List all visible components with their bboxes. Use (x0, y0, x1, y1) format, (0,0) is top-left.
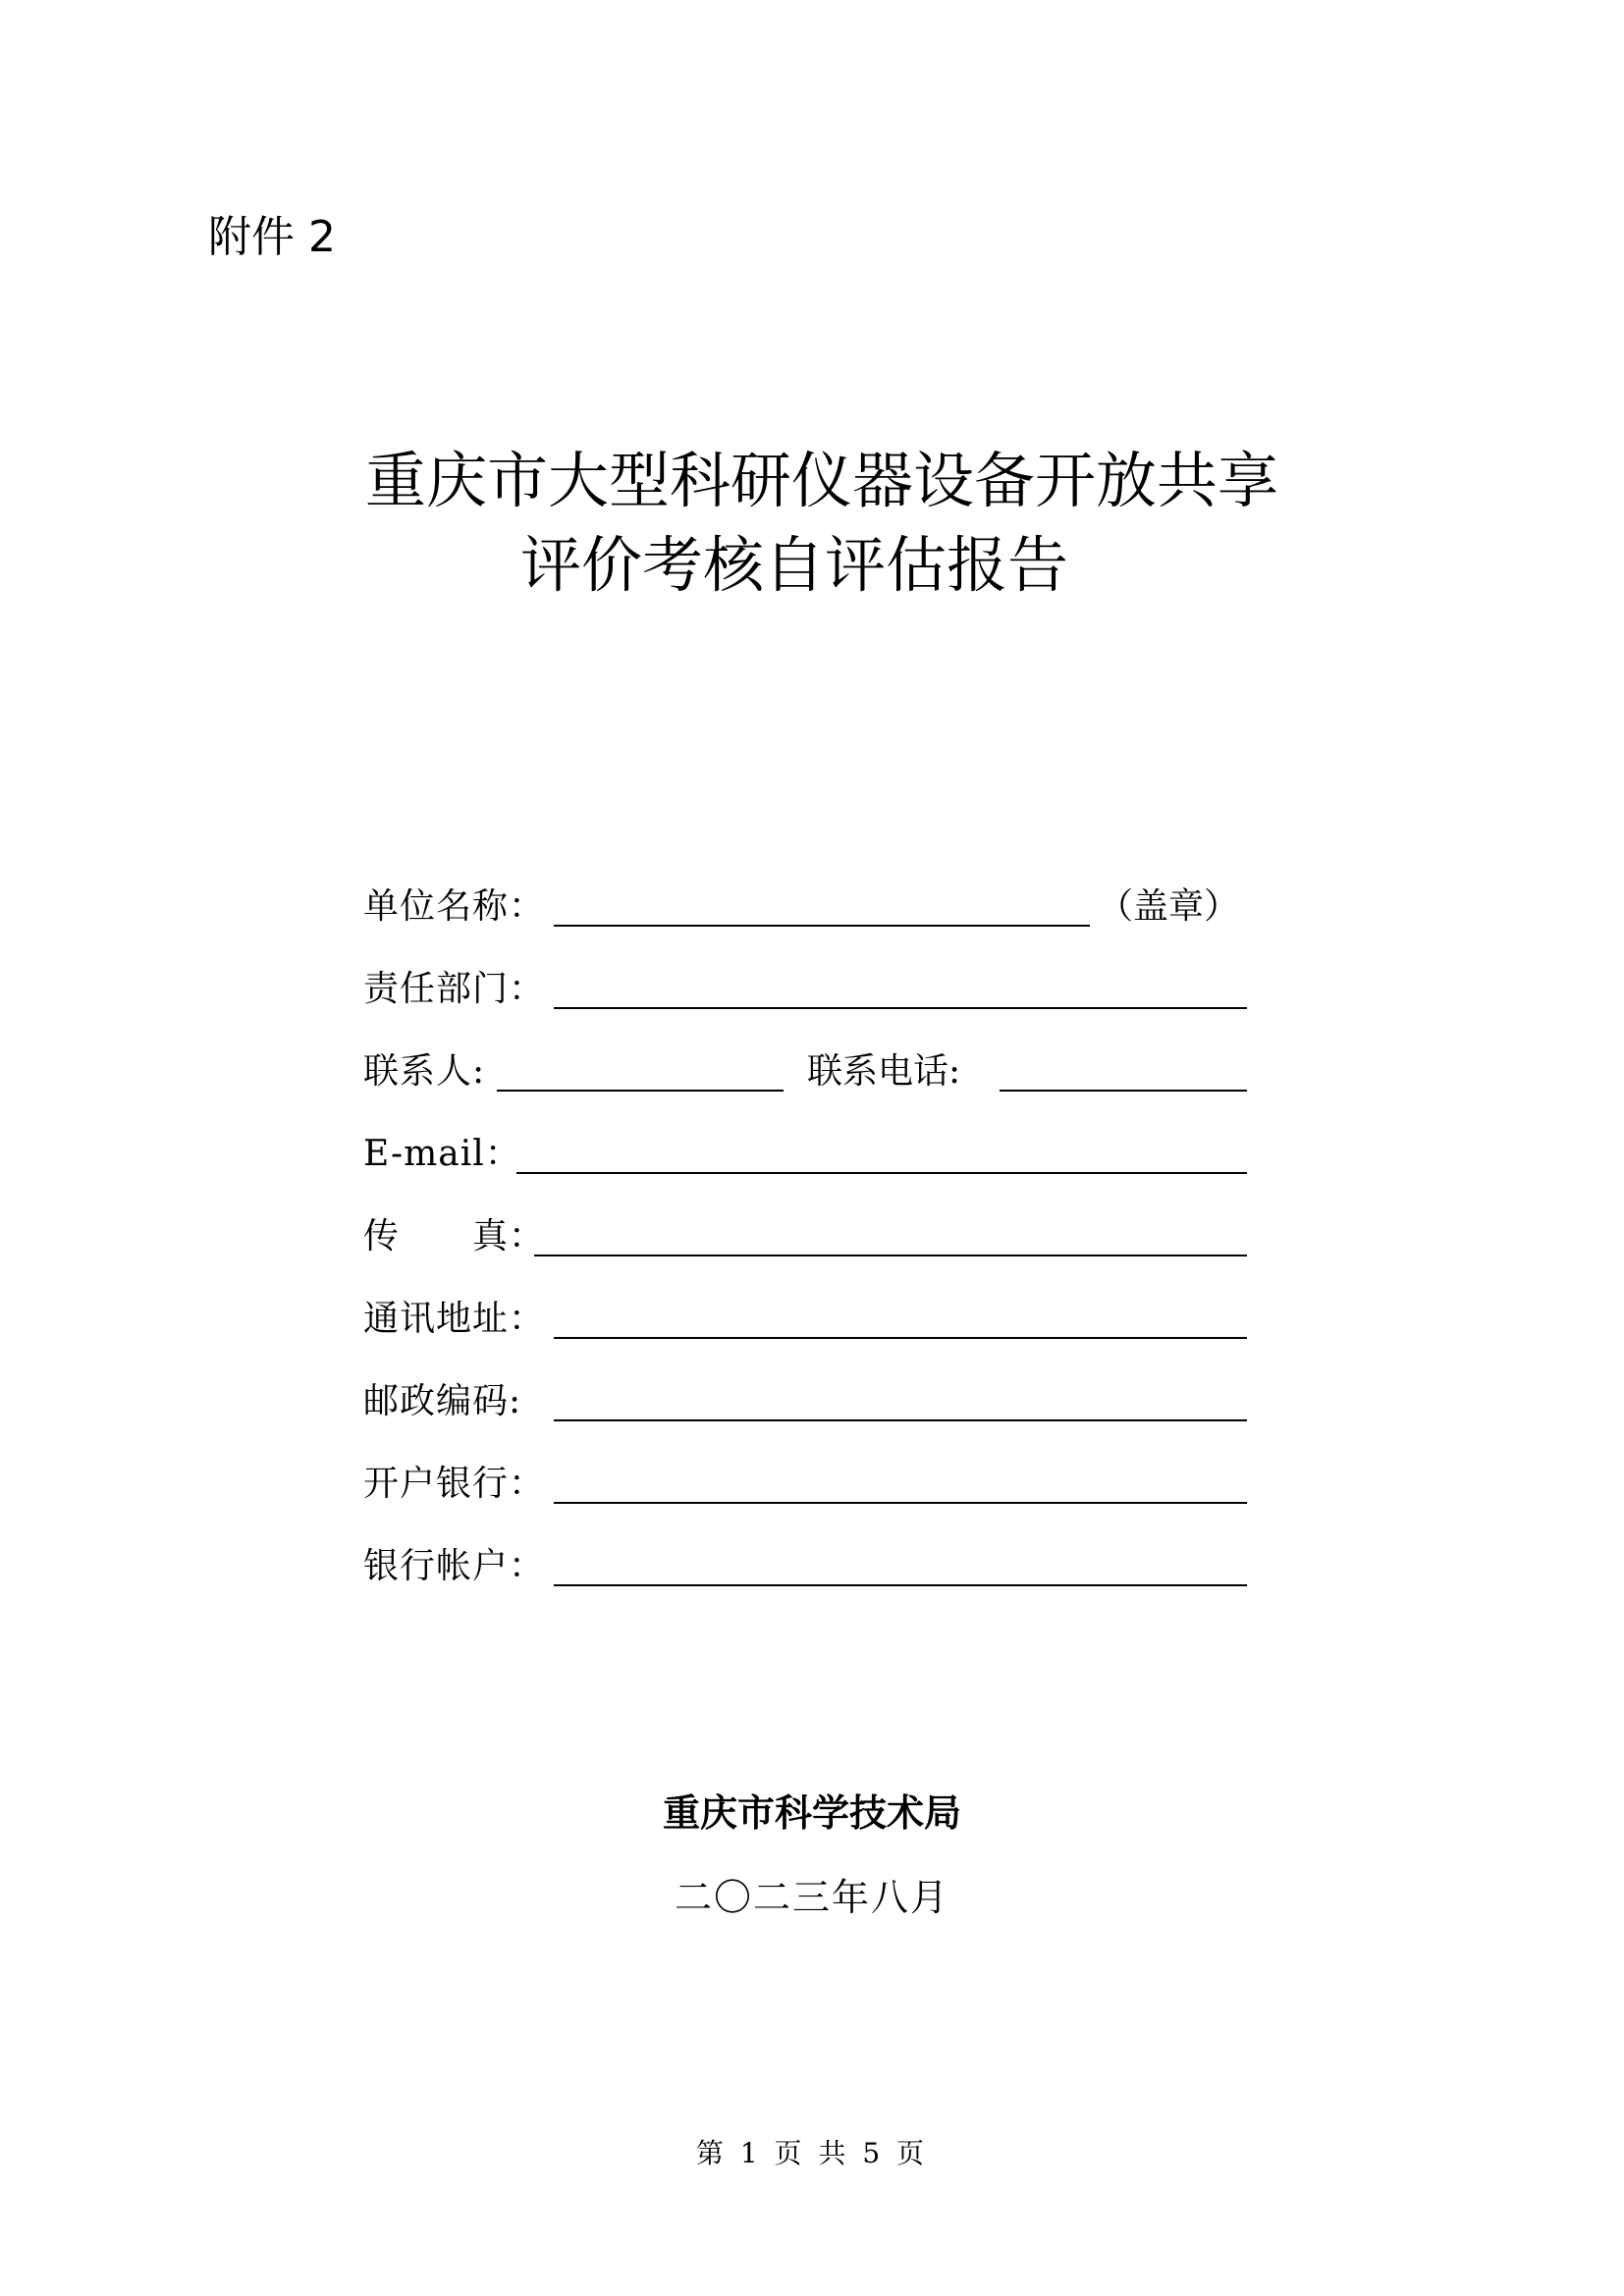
account-field[interactable] (554, 1584, 1247, 1586)
postcode-label: 邮政编码: (363, 1381, 522, 1421)
bank-row (363, 1459, 1257, 1514)
issuing-organization: 重庆市科学技术局 (662, 1791, 961, 1835)
account-row (363, 1541, 1257, 1596)
phone-field[interactable] (1000, 1090, 1247, 1092)
unit-name-label: 单位名称： (363, 886, 546, 927)
contact-row (363, 1046, 1257, 1101)
fax-field[interactable] (534, 1255, 1247, 1256)
issue-date: 二〇二三年八月 (674, 1876, 949, 1919)
email-field[interactable] (516, 1172, 1247, 1174)
report-title-line-1: 重庆市大型科研仪器设备开放共享 (364, 445, 1278, 516)
page-number: 第 1 页 共 5 页 (695, 2137, 929, 2169)
contact-field[interactable] (497, 1090, 784, 1092)
fax-row (363, 1211, 1257, 1266)
attachment-label: 附件 2 (208, 212, 336, 262)
fax-label: 传 真： (363, 1216, 546, 1256)
postcode-field[interactable] (554, 1419, 1247, 1421)
bank-field[interactable] (554, 1502, 1247, 1504)
address-row (363, 1294, 1257, 1349)
unit-name-row (363, 881, 1257, 936)
report-title-line-2: 评价考核自评估报告 (519, 529, 1068, 601)
postcode-row (363, 1376, 1257, 1431)
bank-label: 开户银行： (363, 1464, 546, 1504)
unit-name-field[interactable] (554, 925, 1090, 927)
account-label: 银行帐户： (363, 1546, 546, 1586)
address-label: 通讯地址： (363, 1299, 546, 1339)
phone-label: 联系电话: (807, 1051, 961, 1092)
contact-label: 联系人: (363, 1051, 486, 1092)
department-field[interactable] (554, 1007, 1247, 1009)
seal-note: （盖章） (1098, 886, 1240, 927)
department-label: 责任部门： (363, 969, 546, 1009)
email-label: E-mail： (363, 1134, 521, 1174)
email-row (363, 1129, 1257, 1184)
address-field[interactable] (554, 1337, 1247, 1339)
department-row (363, 964, 1257, 1019)
